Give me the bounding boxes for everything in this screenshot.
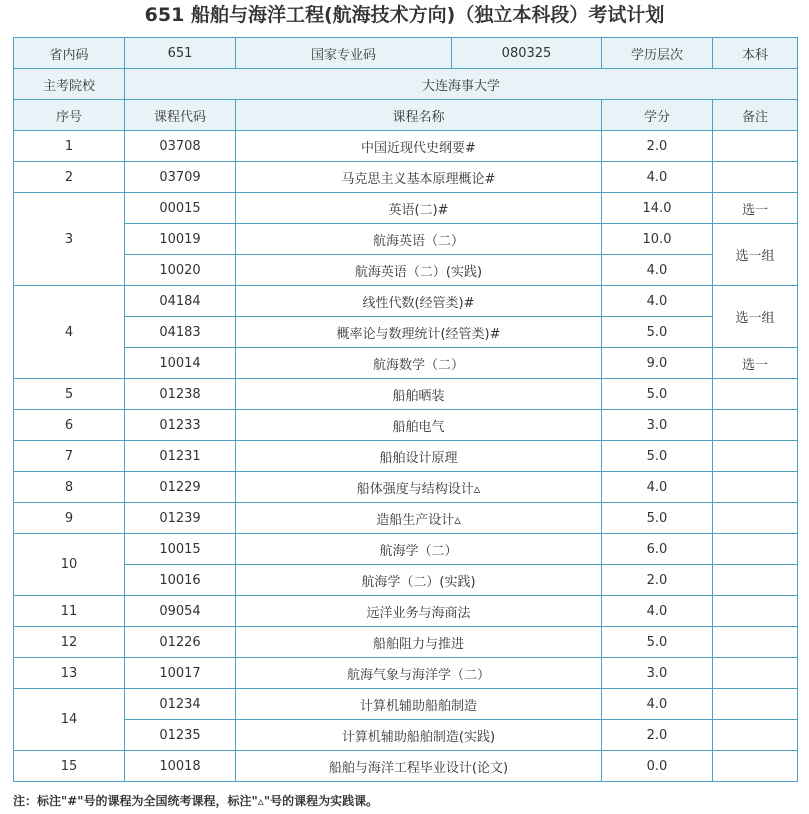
- course-code: 03708: [125, 131, 236, 162]
- credit: 5.0: [602, 441, 713, 472]
- course-code: 01234: [125, 689, 236, 720]
- table-row: [14, 286, 798, 317]
- table-row: [14, 627, 798, 658]
- course-name: 船舶设计原理: [236, 441, 602, 472]
- credit: 6.0: [602, 534, 713, 565]
- seq: 5: [14, 379, 125, 410]
- table-row: [14, 379, 798, 410]
- credit: 4.0: [602, 162, 713, 193]
- credit: 3.0: [602, 658, 713, 689]
- remark: [713, 689, 798, 720]
- header-remark: 备注: [713, 100, 798, 131]
- school-name: 大连海事大学: [125, 69, 798, 100]
- course-code: 01231: [125, 441, 236, 472]
- remark: [713, 379, 798, 410]
- course-name: 航海气象与海洋学（二）: [236, 658, 602, 689]
- course-code: 03709: [125, 162, 236, 193]
- table-row: [14, 255, 798, 286]
- table-row: [14, 441, 798, 472]
- course-code: 10020: [125, 255, 236, 286]
- seq: 13: [14, 658, 125, 689]
- remark: [713, 131, 798, 162]
- table-row: [14, 503, 798, 534]
- province-code-label: 省内码: [14, 38, 125, 69]
- remark: 选一组: [713, 224, 798, 286]
- credit: 4.0: [602, 472, 713, 503]
- table-row: [14, 410, 798, 441]
- course-name: 计算机辅助船舶制造: [236, 689, 602, 720]
- seq: 2: [14, 162, 125, 193]
- course-code: 10017: [125, 658, 236, 689]
- footnote: 注：标注"#"号的课程为全国统考课程，标注"▵"号的课程为实践课。: [13, 794, 379, 808]
- course-name: 造船生产设计▵: [236, 503, 602, 534]
- credit: 4.0: [602, 596, 713, 627]
- course-name: 英语(二)#: [236, 193, 602, 224]
- course-name: 航海英语（二）(实践): [236, 255, 602, 286]
- course-name: 马克思主义基本原理概论#: [236, 162, 602, 193]
- seq: 4: [14, 286, 125, 379]
- credit: 5.0: [602, 317, 713, 348]
- remark: [713, 472, 798, 503]
- national-code: 080325: [452, 38, 602, 69]
- header-code: 课程代码: [125, 100, 236, 131]
- remark: [713, 751, 798, 782]
- credit: 10.0: [602, 224, 713, 255]
- remark: [713, 410, 798, 441]
- seq: 3: [14, 193, 125, 286]
- seq: 7: [14, 441, 125, 472]
- table-row: [14, 131, 798, 162]
- course-code: 10019: [125, 224, 236, 255]
- seq: 14: [14, 689, 125, 751]
- course-code: 01239: [125, 503, 236, 534]
- seq: 15: [14, 751, 125, 782]
- course-name: 航海数学（二）: [236, 348, 602, 379]
- course-name: 航海学（二）: [236, 534, 602, 565]
- table-row: [14, 224, 798, 255]
- course-name: 船舶阻力与推进: [236, 627, 602, 658]
- seq: 1: [14, 131, 125, 162]
- course-code: 01233: [125, 410, 236, 441]
- seq: 9: [14, 503, 125, 534]
- seq: 11: [14, 596, 125, 627]
- remark: 选一: [713, 348, 798, 379]
- remark: 选一组: [713, 286, 798, 348]
- remark: [713, 596, 798, 627]
- table-row: [14, 720, 798, 751]
- remark: [713, 441, 798, 472]
- page-title: 651 船舶与海洋工程(航海技术方向)（独立本科段）考试计划: [144, 4, 665, 26]
- course-name: 船舶电气: [236, 410, 602, 441]
- course-code: 00015: [125, 193, 236, 224]
- credit: 2.0: [602, 565, 713, 596]
- credit: 2.0: [602, 131, 713, 162]
- table-row: [14, 348, 798, 379]
- credit: 2.0: [602, 720, 713, 751]
- remark: [713, 534, 798, 565]
- table-row: [14, 472, 798, 503]
- course-name: 远洋业务与海商法: [236, 596, 602, 627]
- national-code-label: 国家专业码: [236, 38, 452, 69]
- credit: 14.0: [602, 193, 713, 224]
- course-code: 10015: [125, 534, 236, 565]
- course-name: 船体强度与结构设计▵: [236, 472, 602, 503]
- table-row: [14, 565, 798, 596]
- credit: 5.0: [602, 379, 713, 410]
- remark: [713, 565, 798, 596]
- table-row: [14, 689, 798, 720]
- course-name: 线性代数(经管类)#: [236, 286, 602, 317]
- province-code: 651: [125, 38, 236, 69]
- remark: [713, 162, 798, 193]
- seq: 10: [14, 534, 125, 596]
- course-code: 04183: [125, 317, 236, 348]
- remark: [713, 720, 798, 751]
- course-code: 10016: [125, 565, 236, 596]
- table-row: [14, 162, 798, 193]
- course-name: 中国近现代史纲要#: [236, 131, 602, 162]
- course-code: 04184: [125, 286, 236, 317]
- seq: 12: [14, 627, 125, 658]
- course-code: 01238: [125, 379, 236, 410]
- credit: 9.0: [602, 348, 713, 379]
- course-code: 01235: [125, 720, 236, 751]
- header-seq: 序号: [14, 100, 125, 131]
- header-row: [14, 100, 798, 131]
- course-name: 计算机辅助船舶制造(实践): [236, 720, 602, 751]
- credit: 3.0: [602, 410, 713, 441]
- course-name: 概率论与数理统计(经管类)#: [236, 317, 602, 348]
- course-name: 船舶晒装: [236, 379, 602, 410]
- info-row: [14, 38, 798, 69]
- table-row: [14, 596, 798, 627]
- remark: 选一: [713, 193, 798, 224]
- credit: 4.0: [602, 689, 713, 720]
- table-row: [14, 317, 798, 348]
- course-code: 10014: [125, 348, 236, 379]
- level-label: 学历层次: [602, 38, 713, 69]
- remark: [713, 503, 798, 534]
- table-row: [14, 193, 798, 224]
- remark: [713, 627, 798, 658]
- school-label: 主考院校: [14, 69, 125, 100]
- course-name: 船舶与海洋工程毕业设计(论文): [236, 751, 602, 782]
- course-code: 01226: [125, 627, 236, 658]
- exam-plan-table: [13, 37, 798, 782]
- credit: 0.0: [602, 751, 713, 782]
- credit: 4.0: [602, 286, 713, 317]
- school-row: [14, 69, 798, 100]
- course-code: 10018: [125, 751, 236, 782]
- seq: 6: [14, 410, 125, 441]
- header-credit: 学分: [602, 100, 713, 131]
- table-row: [14, 751, 798, 782]
- course-name: 航海学（二）(实践): [236, 565, 602, 596]
- level: 本科: [713, 38, 798, 69]
- credit: 5.0: [602, 503, 713, 534]
- seq: 8: [14, 472, 125, 503]
- table-row: [14, 658, 798, 689]
- course-code: 01229: [125, 472, 236, 503]
- header-name: 课程名称: [236, 100, 602, 131]
- table-row: [14, 534, 798, 565]
- credit: 4.0: [602, 255, 713, 286]
- remark: [713, 658, 798, 689]
- credit: 5.0: [602, 627, 713, 658]
- course-code: 09054: [125, 596, 236, 627]
- course-name: 航海英语（二）: [236, 224, 602, 255]
